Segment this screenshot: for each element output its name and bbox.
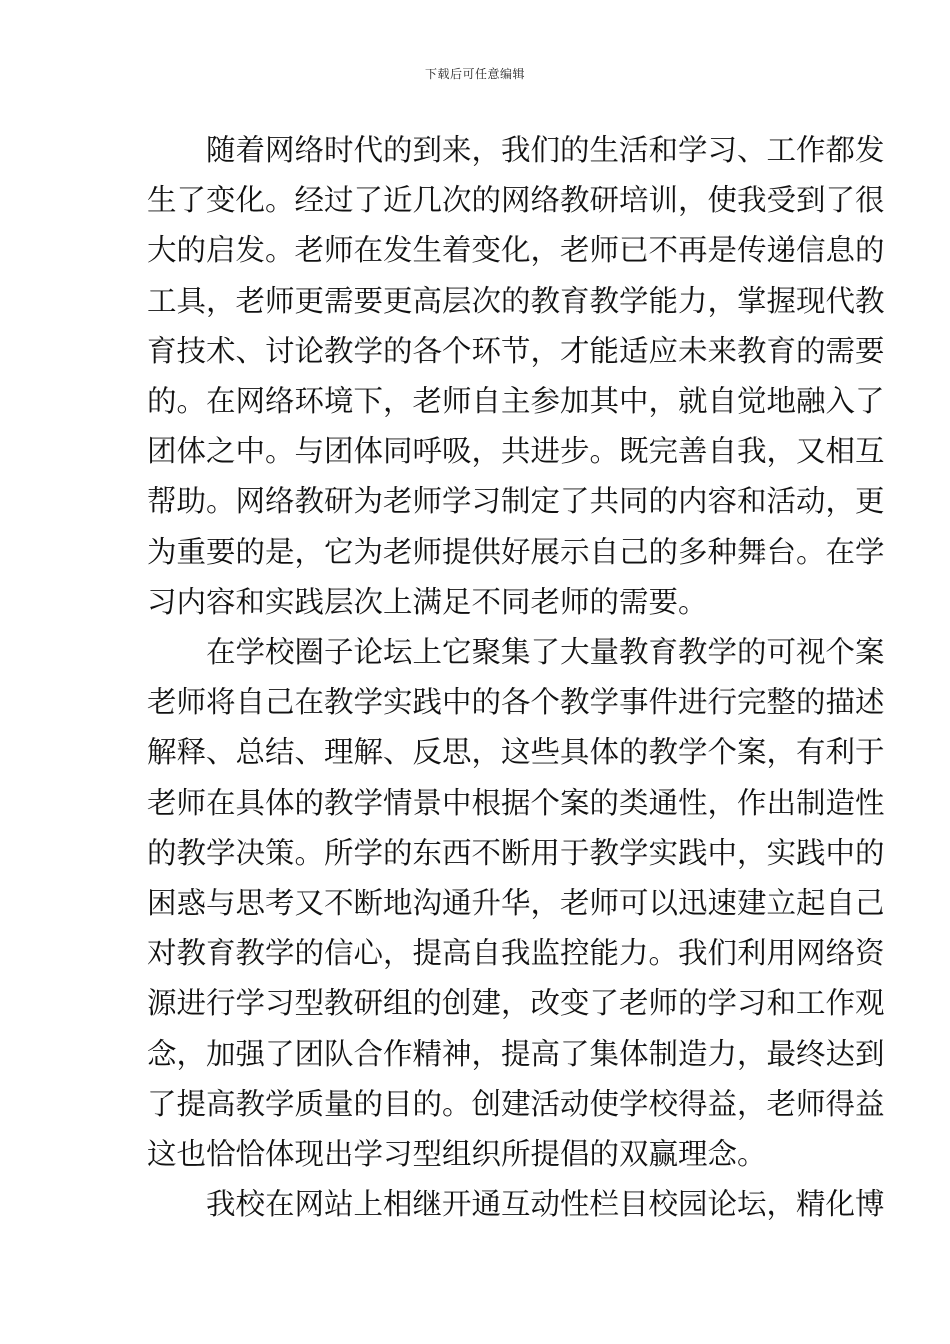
page-header-note: 下载后可任意编辑 [424,67,525,81]
paragraph-2 [147,627,885,1179]
paragraph-line: 的教学决策。所学的东西不断用于教学实践中，实践中的 [147,835,885,870]
paragraph-line: 大的启发。老师在发生着变化，老师已不再是传递信息的 [147,233,885,268]
paragraph-line: 团体之中。与团体同呼吸，共进步。既完善自我，又相互 [147,434,885,469]
paragraph-line: 为重要的是，它为老师提供好展示自己的多种舞台。在学 [147,534,885,569]
paragraph-line: 念，加强了团队合作精神，提高了集体制造力，最终达到 [147,1036,885,1071]
paragraph-line: 我校在网站上相继开通互动性栏目校园论坛，精化博 [206,1187,885,1222]
paragraph-line: 习内容和实践层次上满足不同老师的需要。 [147,584,708,619]
paragraph-line: 老师在具体的教学情景中根据个案的类通性，作出制造性 [147,785,885,820]
paragraph-line: 老师将自己在教学实践中的各个教学事件进行完整的描述 [147,685,885,720]
paragraph-line: 育技术、讨论教学的各个环节，才能适应未来教育的需要 [147,333,885,368]
paragraph-line: 的。在网络环境下，老师自主参加其中，就自觉地融入了 [147,384,885,419]
paragraph-3 [147,1179,885,1229]
paragraph-line: 生了变化。经过了近几次的网络教研培训，使我受到了很 [147,183,885,218]
paragraph-line: 对教育教学的信心，提高自我监控能力。我们利用网络资 [147,936,885,971]
paragraph-1 [147,125,885,627]
document-body [147,125,885,1229]
paragraph-line: 困惑与思考又不断地沟通升华，老师可以迅速建立起自己 [147,886,885,921]
paragraph-line: 帮助。网络教研为老师学习制定了共同的内容和活动，更 [147,484,885,519]
paragraph-line: 源进行学习型教研组的创建，改变了老师的学习和工作观 [147,986,885,1021]
paragraph-line: 在学校圈子论坛上它聚集了大量教育教学的可视个案 [206,635,885,670]
paragraph-line: 随着网络时代的到来，我们的生活和学习、工作都发 [206,133,885,167]
paragraph-line: 这也恰恰体现出学习型组织所提倡的双赢理念。 [147,1137,767,1172]
paragraph-line: 了提高教学质量的目的。创建活动使学校得益，老师得益 [147,1086,885,1121]
paragraph-line: 工具，老师更需要更高层次的教育教学能力，掌握现代教 [147,283,885,318]
paragraph-line: 解释、总结、理解、反思，这些具体的教学个案，有利于 [147,735,885,770]
